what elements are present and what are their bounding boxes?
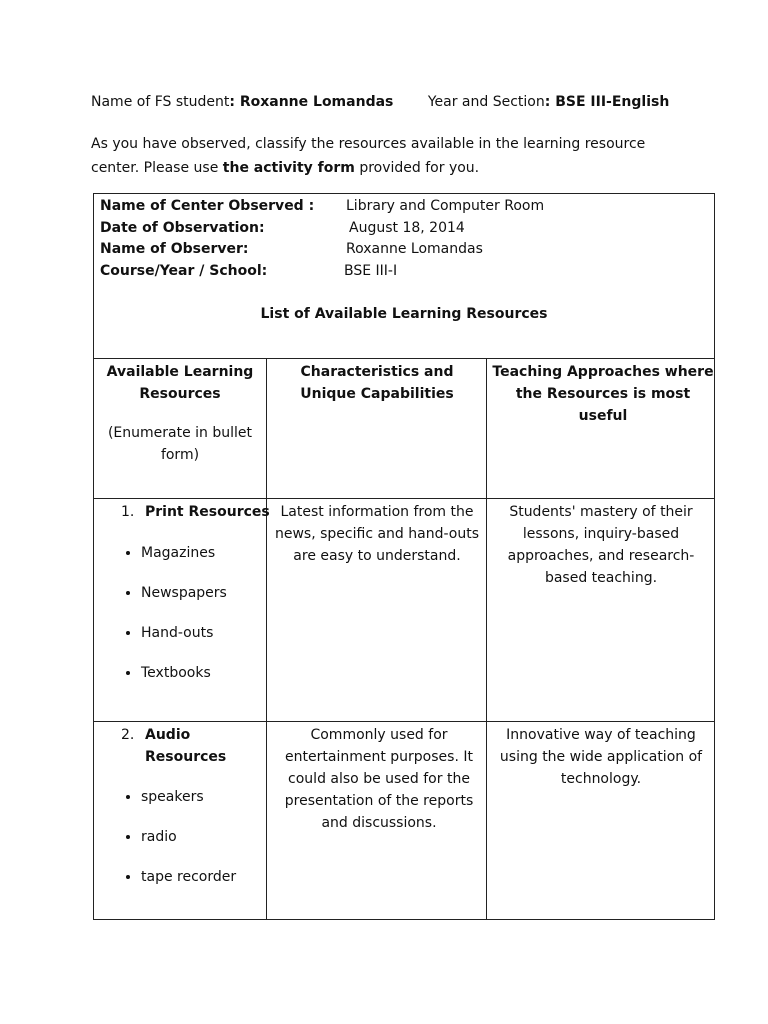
header-line: Name of FS student: Roxanne Lomandas Year and Section: BSE III-English — [91, 94, 670, 110]
student-label: Name of FS student — [91, 94, 230, 110]
intro-paragraph — [91, 132, 691, 180]
list-item: • tape recorder — [141, 866, 266, 888]
info-label-observer: Name of Observer: — [100, 241, 249, 257]
info-value-course: BSE III-I — [344, 263, 398, 279]
bullet-list — [94, 768, 266, 888]
list-item: • Magazines — [141, 542, 266, 564]
intro-text-after: provided for you. — [354, 160, 480, 176]
col-header-approaches: Teaching Approaches where the Resources is most useful — [492, 364, 714, 424]
col-header-note: (Enumerate in bullet form) — [107, 425, 253, 463]
info-label-course: Course/Year / School: — [100, 263, 268, 279]
row-characteristics: Latest information from the news, specific and hand-outs are easy to understand. — [274, 504, 479, 564]
table-divider — [94, 498, 714, 499]
section-value: BSE III-English — [555, 94, 670, 110]
row-approaches: Innovative way of teaching using the wide application of technology. — [499, 727, 703, 787]
intro-bold: the activity form — [222, 160, 355, 176]
column-divider — [266, 358, 267, 920]
info-value-center: Library and Computer Room — [346, 198, 545, 214]
col-header-resources: Available Learning Resources — [106, 364, 254, 402]
info-value-observer: Roxanne Lomandas — [346, 241, 483, 257]
bullet-list — [94, 524, 266, 684]
activity-form-table — [93, 193, 715, 920]
table-divider — [94, 721, 714, 722]
list-title: List of Available Learning Resources — [260, 306, 548, 322]
row-characteristics: Commonly used for entertainment purposes. It could also be used for the presentation of the reports and discussions. — [284, 727, 474, 831]
info-label-date: Date of Observation: — [100, 220, 265, 236]
section-label: Year and Section — [427, 94, 545, 110]
list-item: • speakers — [141, 786, 266, 808]
list-item: • Newspapers — [141, 582, 266, 604]
row-number: 2. — [121, 727, 135, 743]
table-divider — [94, 358, 714, 359]
row-category: Print Resources — [145, 504, 270, 520]
row-number: 1. — [121, 504, 135, 520]
row-category: Audio Resources — [145, 727, 227, 765]
list-item: • Hand-outs — [141, 622, 266, 644]
col-header-characteristics: Characteristics and Unique Capabilities — [300, 364, 454, 402]
list-item: • Textbooks — [141, 662, 266, 684]
intro-text-before: As you have observed, classify the resources available in the learning resource center. Please use — [91, 136, 646, 176]
list-item: • radio — [141, 826, 266, 848]
info-label-center: Name of Center Observed : — [100, 198, 315, 214]
info-value-date: August 18, 2014 — [349, 220, 465, 236]
row-approaches: Students' mastery of their lessons, inquiry-based approaches, and research-based teaching. — [507, 504, 695, 586]
student-name: Roxanne Lomandas — [239, 94, 394, 110]
column-divider — [486, 358, 487, 920]
